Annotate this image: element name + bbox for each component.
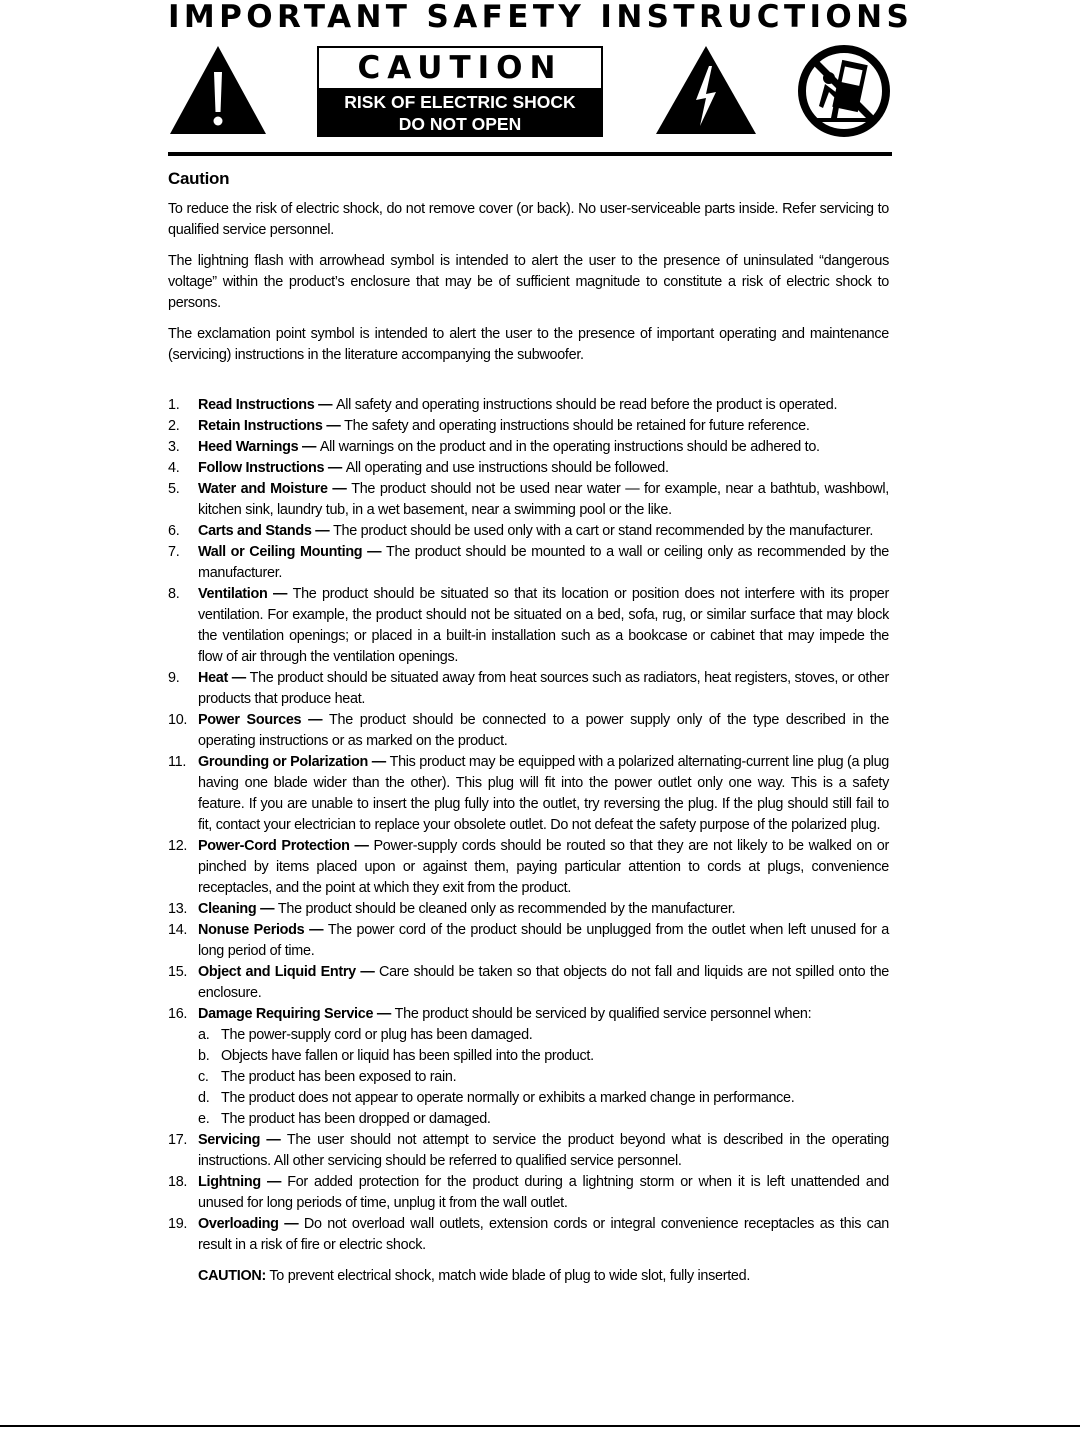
exclamation-triangle-icon	[168, 44, 268, 136]
item-number: 5.	[168, 481, 180, 497]
em-dash: —	[228, 670, 250, 686]
em-dash: —	[278, 1216, 304, 1232]
lightning-triangle-icon	[654, 44, 758, 136]
item-term: Read Instructions	[198, 397, 315, 413]
caution-word: CAUTION	[357, 50, 563, 86]
caution-paragraph: The lightning flash with arrowhead symbol is intended to alert the user to the presence of uninsulated “dangerous voltage” within the product’s enclosure that may be of sufficient magnitude to constitute a risk of electric shock to persons.	[168, 253, 889, 311]
em-dash: —	[324, 460, 346, 476]
item-number: 1.	[168, 397, 180, 413]
item-number: 8.	[168, 586, 180, 602]
no-cart-tip-icon	[797, 44, 891, 138]
instruction-item	[168, 1214, 889, 1256]
sub-item-text: The product has been dropped or damaged.	[221, 1111, 491, 1127]
item-text: The power cord of the product should be unplugged from the outlet when left unused for a long period of time.	[198, 922, 889, 959]
item-number: 19.	[168, 1216, 188, 1232]
em-dash: —	[267, 586, 293, 602]
caution-label	[317, 46, 603, 137]
item-text: The product should be situated away from heat sources such as radiators, heat registers, stoves, or other products that produce heat.	[198, 670, 890, 707]
instruction-item	[168, 920, 889, 962]
sub-item	[198, 1109, 889, 1130]
item-number: 2.	[168, 418, 180, 434]
caution-line-1: RISK OF ELECTRIC SHOCK	[344, 92, 576, 112]
item-number: 14.	[168, 922, 188, 938]
item-number: 6.	[168, 523, 180, 539]
item-text: The product should be situated so that its location or position does not interfere with its proper ventilation. For example, the product should not be situated on a bed, sofa, rug, or similar surface that may block the ventilation openings; or placed in a built-in installation such as a bookcase or cabinet that may impede the flow of air through the ventilation openings.	[198, 586, 889, 665]
em-dash: —	[260, 1174, 288, 1190]
final-caution-label: CAUTION:	[198, 1268, 266, 1284]
content	[168, 168, 889, 1287]
sub-item	[198, 1025, 889, 1046]
sub-item-letter: c.	[198, 1069, 209, 1085]
instruction-item	[168, 437, 889, 458]
item-number: 9.	[168, 670, 180, 686]
item-text: All safety and operating instructions should be read before the product is operated.	[335, 397, 838, 413]
item-term: Overloading	[198, 1216, 279, 1232]
item-text: The user should not attempt to service the product beyond what is described in the operating instructions. All other servicing should be referred to qualified service personnel.	[198, 1132, 889, 1169]
item-text: The product should be connected to a power supply only of the type described in the operating instructions or as marked on the product.	[198, 712, 889, 749]
section-heading: Caution	[168, 169, 230, 188]
caution-paragraph: The exclamation point symbol is intended to alert the user to the presence of important operating and maintenance (servicing) instructions in the literature accompanying the subwoofer.	[168, 326, 889, 363]
sub-item-text: The power-supply cord or plug has been damaged.	[221, 1027, 533, 1043]
instruction-item	[168, 668, 889, 710]
item-number: 15.	[168, 964, 188, 980]
item-text: Care should be taken so that objects do not fall and liquids are not spilled onto the enclosure.	[198, 964, 889, 1001]
instruction-item	[168, 752, 889, 836]
item-text: The product should not be used near water — for example, near a bathtub, washbowl, kitchen sink, laundry tub, in a wet basement, near a swimming pool or the like.	[198, 481, 889, 518]
instruction-item	[168, 710, 889, 752]
item-text: The product should be used only with a cart or stand recommended by the manufacturer.	[333, 523, 874, 539]
caution-paragraph: To reduce the risk of electric shock, do not remove cover (or back). No user-serviceable parts inside. Refer servicing to qualified service personnel.	[168, 201, 889, 238]
caution-warning-box	[319, 88, 601, 135]
item-text: All operating and use instructions should be followed.	[345, 460, 669, 476]
item-term: Servicing	[198, 1132, 261, 1148]
sub-item-letter: e.	[198, 1111, 210, 1127]
instruction-item	[168, 521, 889, 542]
item-term: Power-Cord Protection	[198, 838, 350, 854]
item-text: Do not overload wall outlets, extension cords or integral convenience receptacles as this can result in a risk of fire or electric shock.	[198, 1216, 889, 1253]
em-dash: —	[311, 523, 334, 539]
instruction-item	[168, 584, 889, 668]
sub-item-text: The product does not appear to operate normally or exhibits a marked change in performance.	[221, 1090, 795, 1106]
instruction-item	[168, 416, 889, 437]
footer-rule	[0, 1425, 1080, 1427]
item-term: Grounding or Polarization	[198, 754, 369, 770]
sub-item-text: The product has been exposed to rain.	[221, 1069, 457, 1085]
item-term: Water and Moisture	[198, 481, 328, 497]
sub-item-letter: a.	[198, 1027, 210, 1043]
item-number: 17.	[168, 1132, 188, 1148]
instruction-item	[168, 542, 889, 584]
em-dash: —	[368, 754, 390, 770]
em-dash: —	[349, 838, 374, 854]
item-number: 18.	[168, 1174, 188, 1190]
item-text: The product should be serviced by qualified service personnel when:	[394, 1006, 812, 1022]
sub-list	[198, 1025, 889, 1130]
item-number: 7.	[168, 544, 180, 560]
item-term: Heed Warnings	[198, 439, 299, 455]
em-dash: —	[301, 712, 330, 728]
item-term: Ventilation	[198, 586, 268, 602]
em-dash: —	[314, 397, 336, 413]
sub-item	[198, 1067, 889, 1088]
instruction-item	[168, 899, 889, 920]
em-dash: —	[373, 1006, 395, 1022]
em-dash: —	[298, 439, 320, 455]
item-term: Lightning	[198, 1174, 261, 1190]
instruction-list	[168, 395, 889, 1256]
item-text: The safety and operating instructions should be retained for future reference.	[344, 418, 810, 434]
item-text: For added protection for the product during a lightning storm or when it is left unattended and unused for long periods of time, unplug it from the wall outlet.	[198, 1174, 889, 1211]
item-term: Retain Instructions	[198, 418, 323, 434]
item-number: 11.	[168, 754, 187, 770]
instruction-item	[168, 1172, 889, 1214]
item-number: 16.	[168, 1006, 188, 1022]
item-number: 13.	[168, 901, 188, 917]
item-text: Power-supply cords should be routed so that they are not likely to be walked on or pinched by items placed upon or against them, paying particular attention to cords at plugs, convenience receptacles, and the point at which they exit from the product.	[198, 838, 889, 896]
sub-item-text: Objects have fallen or liquid has been spilled into the product.	[221, 1048, 594, 1064]
em-dash: —	[260, 1132, 287, 1148]
em-dash: —	[362, 544, 387, 560]
page-title: IMPORTANT SAFETY INSTRUCTIONS	[168, 0, 914, 35]
caution-line-2: DO NOT OPEN	[398, 114, 522, 134]
item-number: 12.	[168, 838, 188, 854]
item-term: Wall or Ceiling Mounting	[198, 544, 363, 560]
item-text: The product should be mounted to a wall or ceiling only as recommended by the manufacturer.	[198, 544, 890, 581]
instruction-item	[168, 395, 889, 416]
sub-item-letter: d.	[198, 1090, 210, 1106]
item-term: Object and Liquid Entry	[198, 964, 356, 980]
sub-item	[198, 1046, 889, 1067]
item-term: Power Sources	[198, 712, 302, 728]
item-term: Cleaning	[198, 901, 257, 917]
item-term: Carts and Stands	[198, 523, 312, 539]
em-dash: —	[327, 481, 352, 497]
instruction-item	[168, 962, 889, 1004]
item-term: Damage Requiring Service	[198, 1006, 374, 1022]
instruction-item	[168, 1130, 889, 1172]
item-term: Nonuse Periods	[198, 922, 305, 938]
item-text: All warnings on the product and in the operating instructions should be adhered to.	[319, 439, 820, 455]
header-rule	[168, 152, 892, 156]
sub-item	[198, 1088, 889, 1109]
final-caution	[168, 1266, 889, 1287]
sub-item-letter: b.	[198, 1048, 210, 1064]
item-term: Follow Instructions	[198, 460, 325, 476]
item-text: The product should be cleaned only as recommended by the manufacturer.	[277, 901, 736, 917]
item-number: 3.	[168, 439, 180, 455]
instruction-item	[168, 479, 889, 521]
em-dash: —	[304, 922, 328, 938]
instruction-item	[168, 1004, 889, 1130]
item-term: Heat	[198, 670, 228, 686]
instruction-item	[168, 836, 889, 899]
instruction-item	[168, 458, 889, 479]
final-caution-text: To prevent electrical shock, match wide blade of plug to wide slot, fully inserted.	[269, 1268, 751, 1284]
em-dash: —	[256, 901, 278, 917]
item-number: 4.	[168, 460, 180, 476]
em-dash: —	[355, 964, 379, 980]
item-text: This product may be equipped with a polarized alternating-current line plug (a plug having one blade wider than the other). This plug will fit into the power outlet only one way. This is a safety feature. If you are unable to insert the plug fully into the outlet, try reversing the plug. If the plug should still fail to fit, contact your electrician to replace your obsolete outlet. Do not defeat the safety purpose of the polarized plug.	[198, 754, 889, 833]
em-dash: —	[322, 418, 345, 434]
item-number: 10.	[168, 712, 188, 728]
